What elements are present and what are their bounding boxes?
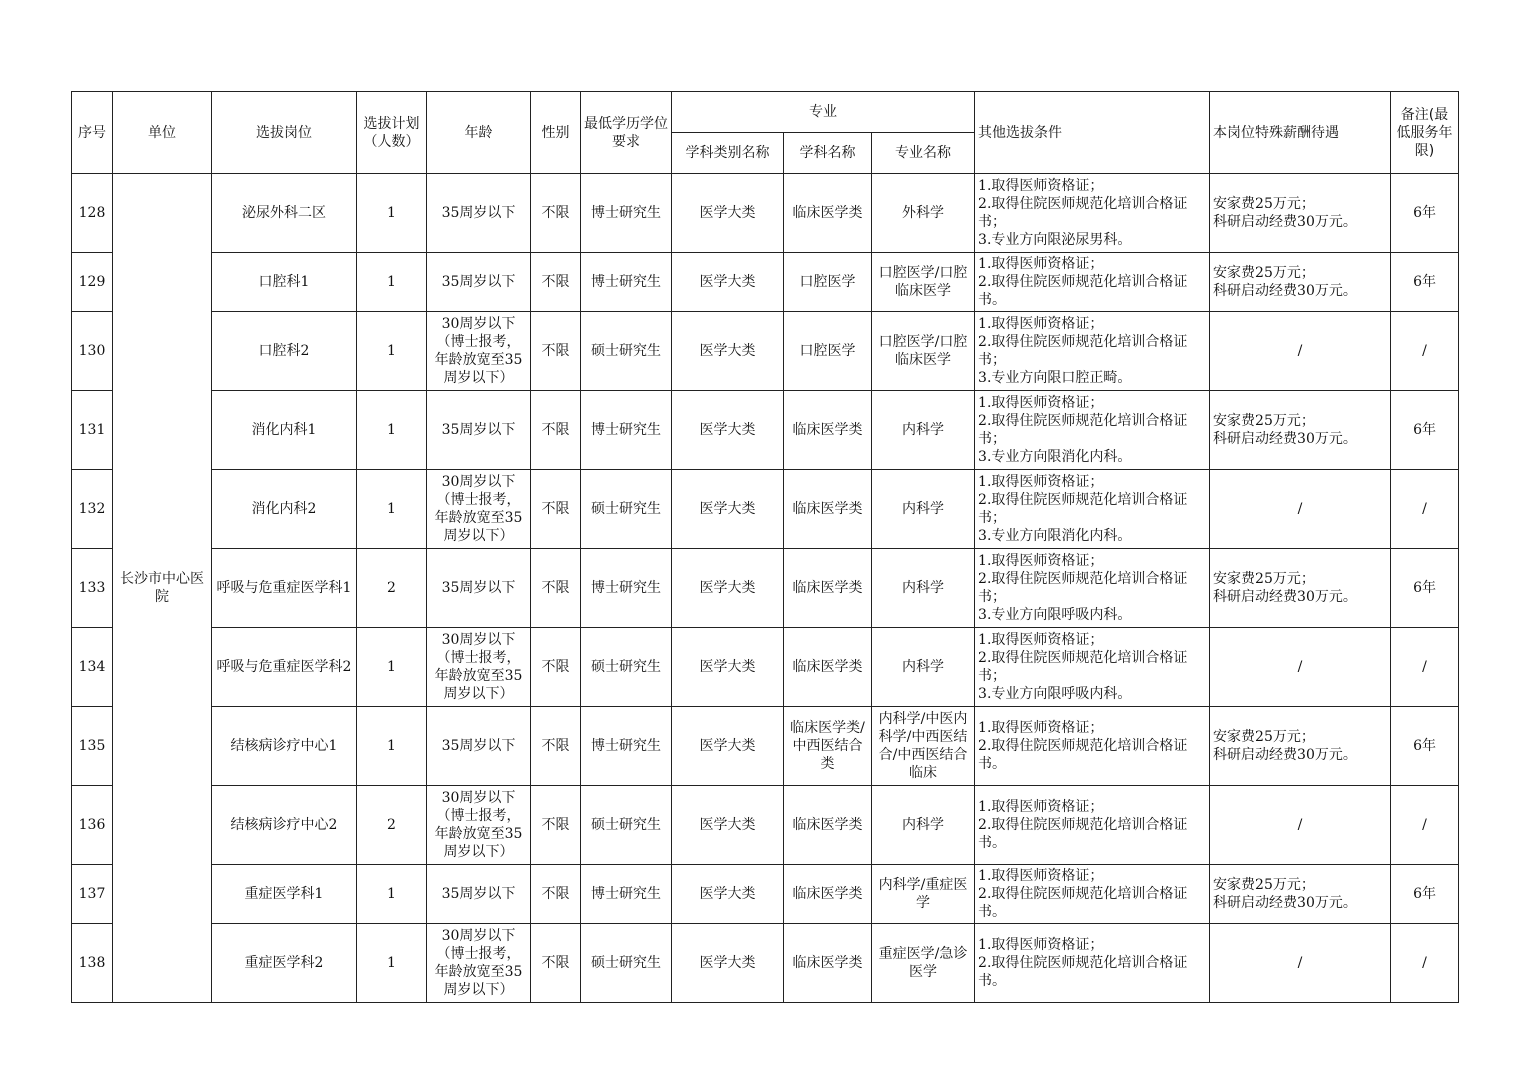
special-pay-cell xyxy=(1210,174,1391,253)
discipline-name-cell: 临床医学类 xyxy=(784,174,872,253)
table-body xyxy=(72,174,1459,1003)
other-conditions-cell xyxy=(975,470,1210,549)
pay-line: / xyxy=(1297,955,1303,971)
position-cell: 泌尿外科二区 xyxy=(212,174,357,253)
special-pay-cell xyxy=(1210,253,1391,312)
table-row xyxy=(72,470,1459,549)
major-name-cell: 内科学 xyxy=(872,470,975,549)
pay-line: 安家费25万元； xyxy=(1213,265,1315,281)
seq-cell: 134 xyxy=(72,628,113,707)
recruitment-table xyxy=(71,91,1459,1003)
header-major-name: 专业名称 xyxy=(872,133,975,174)
seq-cell: 131 xyxy=(72,391,113,470)
gender-cell: 不限 xyxy=(531,174,581,253)
age-cell: 30周岁以下（博士报考，年龄放宽至35周岁以下） xyxy=(427,924,531,1003)
condition-line: 2.取得住院医师规范化培训合格证书。 xyxy=(978,955,1188,989)
pay-line: 科研启动经费30万元。 xyxy=(1213,431,1357,447)
condition-line: 2.取得住院医师规范化培训合格证书。 xyxy=(978,817,1188,851)
table-row xyxy=(72,924,1459,1003)
other-conditions-cell xyxy=(975,865,1210,924)
header-other-conditions: 其他选拔条件 xyxy=(975,92,1210,174)
position-cell: 结核病诊疗中心2 xyxy=(212,786,357,865)
gender-cell: 不限 xyxy=(531,786,581,865)
major-name-cell: 口腔医学/口腔临床医学 xyxy=(872,312,975,391)
plan-cell: 2 xyxy=(357,786,427,865)
condition-line: 2.取得住院医师规范化培训合格证书； xyxy=(978,334,1188,368)
discipline-category-cell: 医学大类 xyxy=(672,786,784,865)
pay-line: 安家费25万元； xyxy=(1213,571,1315,587)
pay-line: 科研启动经费30万元。 xyxy=(1213,283,1357,299)
education-cell: 博士研究生 xyxy=(581,174,672,253)
pay-line: / xyxy=(1297,817,1303,833)
condition-line: 2.取得住院医师规范化培训合格证书； xyxy=(978,571,1188,605)
seq-cell: 132 xyxy=(72,470,113,549)
education-cell: 博士研究生 xyxy=(581,391,672,470)
remarks-cell: 6年 xyxy=(1391,549,1459,628)
discipline-category-cell: 医学大类 xyxy=(672,924,784,1003)
discipline-name-cell: 临床医学类 xyxy=(784,549,872,628)
discipline-category-cell: 医学大类 xyxy=(672,174,784,253)
seq-cell: 130 xyxy=(72,312,113,391)
pay-line: 科研启动经费30万元。 xyxy=(1213,747,1357,763)
age-cell: 35周岁以下 xyxy=(427,549,531,628)
pay-line: / xyxy=(1297,659,1303,675)
position-cell: 消化内科1 xyxy=(212,391,357,470)
plan-cell: 1 xyxy=(357,253,427,312)
plan-cell: 1 xyxy=(357,174,427,253)
remarks-cell: 6年 xyxy=(1391,174,1459,253)
plan-cell: 1 xyxy=(357,707,427,786)
position-cell: 口腔科2 xyxy=(212,312,357,391)
seq-cell: 133 xyxy=(72,549,113,628)
table-header xyxy=(72,92,1459,174)
condition-line: 3.专业方向限呼吸内科。 xyxy=(978,686,1132,702)
remarks-cell: 6年 xyxy=(1391,391,1459,470)
position-cell: 呼吸与危重症医学科1 xyxy=(212,549,357,628)
header-age: 年龄 xyxy=(427,92,531,174)
header-special-pay: 本岗位特殊薪酬待遇 xyxy=(1210,92,1391,174)
condition-line: 2.取得住院医师规范化培训合格证书。 xyxy=(978,886,1188,920)
header-gender: 性别 xyxy=(531,92,581,174)
unit-cell: 长沙市中心医院 xyxy=(113,174,212,1003)
plan-cell: 2 xyxy=(357,549,427,628)
education-cell: 硕士研究生 xyxy=(581,470,672,549)
plan-cell: 1 xyxy=(357,391,427,470)
remarks-cell: 6年 xyxy=(1391,865,1459,924)
condition-line: 2.取得住院医师规范化培训合格证书； xyxy=(978,650,1188,684)
discipline-name-cell: 临床医学类 xyxy=(784,786,872,865)
other-conditions-cell xyxy=(975,924,1210,1003)
discipline-category-cell: 医学大类 xyxy=(672,253,784,312)
discipline-name-cell: 临床医学类/中西医结合类 xyxy=(784,707,872,786)
condition-line: 2.取得住院医师规范化培训合格证书。 xyxy=(978,738,1188,772)
position-cell: 结核病诊疗中心1 xyxy=(212,707,357,786)
discipline-category-cell: 医学大类 xyxy=(672,391,784,470)
remarks-cell: 6年 xyxy=(1391,707,1459,786)
education-cell: 博士研究生 xyxy=(581,253,672,312)
pay-line: 科研启动经费30万元。 xyxy=(1213,214,1357,230)
header-position: 选拔岗位 xyxy=(212,92,357,174)
discipline-category-cell: 医学大类 xyxy=(672,707,784,786)
pay-line: 安家费25万元； xyxy=(1213,877,1315,893)
seq-cell: 136 xyxy=(72,786,113,865)
discipline-name-cell: 口腔医学 xyxy=(784,253,872,312)
special-pay-cell xyxy=(1210,391,1391,470)
condition-line: 1.取得医师资格证； xyxy=(978,868,1104,884)
header-discipline-name: 学科名称 xyxy=(784,133,872,174)
remarks-cell: / xyxy=(1391,924,1459,1003)
remarks-cell: 6年 xyxy=(1391,253,1459,312)
major-name-cell: 口腔医学/口腔临床医学 xyxy=(872,253,975,312)
header-education: 最低学历学位要求 xyxy=(581,92,672,174)
pay-line: / xyxy=(1297,501,1303,517)
plan-cell: 1 xyxy=(357,924,427,1003)
special-pay-cell xyxy=(1210,924,1391,1003)
condition-line: 2.取得住院医师规范化培训合格证书； xyxy=(978,492,1188,526)
pay-line: / xyxy=(1297,343,1303,359)
remarks-cell: / xyxy=(1391,312,1459,391)
condition-line: 1.取得医师资格证； xyxy=(978,474,1104,490)
special-pay-cell xyxy=(1210,707,1391,786)
other-conditions-cell xyxy=(975,391,1210,470)
education-cell: 博士研究生 xyxy=(581,707,672,786)
table-row xyxy=(72,174,1459,253)
condition-line: 2.取得住院医师规范化培训合格证书； xyxy=(978,196,1188,230)
remarks-cell: / xyxy=(1391,786,1459,865)
age-cell: 35周岁以下 xyxy=(427,865,531,924)
major-name-cell: 重症医学/急诊医学 xyxy=(872,924,975,1003)
major-name-cell: 外科学 xyxy=(872,174,975,253)
age-cell: 35周岁以下 xyxy=(427,391,531,470)
condition-line: 2.取得住院医师规范化培训合格证书。 xyxy=(978,274,1188,308)
pay-line: 安家费25万元； xyxy=(1213,729,1315,745)
special-pay-cell xyxy=(1210,470,1391,549)
gender-cell: 不限 xyxy=(531,470,581,549)
education-cell: 硕士研究生 xyxy=(581,628,672,707)
condition-line: 1.取得医师资格证； xyxy=(978,178,1104,194)
other-conditions-cell xyxy=(975,628,1210,707)
header-discipline-category: 学科类别名称 xyxy=(672,133,784,174)
table-row xyxy=(72,786,1459,865)
table-row xyxy=(72,707,1459,786)
plan-cell: 1 xyxy=(357,312,427,391)
condition-line: 3.专业方向限消化内科。 xyxy=(978,449,1132,465)
education-cell: 博士研究生 xyxy=(581,865,672,924)
remarks-cell: / xyxy=(1391,628,1459,707)
other-conditions-cell xyxy=(975,312,1210,391)
education-cell: 硕士研究生 xyxy=(581,312,672,391)
condition-line: 1.取得医师资格证； xyxy=(978,937,1104,953)
pay-line: 科研启动经费30万元。 xyxy=(1213,589,1357,605)
discipline-name-cell: 临床医学类 xyxy=(784,865,872,924)
discipline-category-cell: 医学大类 xyxy=(672,312,784,391)
condition-line: 1.取得医师资格证； xyxy=(978,632,1104,648)
major-name-cell: 内科学 xyxy=(872,549,975,628)
age-cell: 30周岁以下（博士报考，年龄放宽至35周岁以下） xyxy=(427,312,531,391)
pay-line: 科研启动经费30万元。 xyxy=(1213,895,1357,911)
position-cell: 呼吸与危重症医学科2 xyxy=(212,628,357,707)
age-cell: 35周岁以下 xyxy=(427,174,531,253)
education-cell: 硕士研究生 xyxy=(581,786,672,865)
age-cell: 30周岁以下（博士报考，年龄放宽至35周岁以下） xyxy=(427,786,531,865)
special-pay-cell xyxy=(1210,628,1391,707)
special-pay-cell xyxy=(1210,786,1391,865)
seq-cell: 137 xyxy=(72,865,113,924)
discipline-category-cell: 医学大类 xyxy=(672,470,784,549)
seq-cell: 135 xyxy=(72,707,113,786)
table-row xyxy=(72,865,1459,924)
condition-line: 1.取得医师资格证； xyxy=(978,553,1104,569)
discipline-name-cell: 临床医学类 xyxy=(784,628,872,707)
plan-cell: 1 xyxy=(357,628,427,707)
condition-line: 1.取得医师资格证； xyxy=(978,316,1104,332)
condition-line: 3.专业方向限呼吸内科。 xyxy=(978,607,1132,623)
header-plan: 选拔计划（人数） xyxy=(357,92,427,174)
condition-line: 3.专业方向限口腔正畸。 xyxy=(978,370,1132,386)
education-cell: 博士研究生 xyxy=(581,549,672,628)
seq-cell: 138 xyxy=(72,924,113,1003)
discipline-category-cell: 医学大类 xyxy=(672,549,784,628)
pay-line: 安家费25万元； xyxy=(1213,196,1315,212)
discipline-name-cell: 临床医学类 xyxy=(784,470,872,549)
education-cell: 硕士研究生 xyxy=(581,924,672,1003)
other-conditions-cell xyxy=(975,786,1210,865)
plan-cell: 1 xyxy=(357,470,427,549)
discipline-name-cell: 临床医学类 xyxy=(784,924,872,1003)
table-row xyxy=(72,312,1459,391)
seq-cell: 128 xyxy=(72,174,113,253)
other-conditions-cell xyxy=(975,174,1210,253)
major-name-cell: 内科学 xyxy=(872,628,975,707)
condition-line: 1.取得医师资格证； xyxy=(978,256,1104,272)
header-unit: 单位 xyxy=(113,92,212,174)
gender-cell: 不限 xyxy=(531,924,581,1003)
gender-cell: 不限 xyxy=(531,628,581,707)
position-cell: 消化内科2 xyxy=(212,470,357,549)
major-name-cell: 内科学/重症医学 xyxy=(872,865,975,924)
gender-cell: 不限 xyxy=(531,253,581,312)
header-major-group: 专业 xyxy=(672,92,975,133)
other-conditions-cell xyxy=(975,707,1210,786)
age-cell: 35周岁以下 xyxy=(427,707,531,786)
pay-line: 安家费25万元； xyxy=(1213,413,1315,429)
age-cell: 30周岁以下（博士报考，年龄放宽至35周岁以下） xyxy=(427,470,531,549)
gender-cell: 不限 xyxy=(531,707,581,786)
condition-line: 1.取得医师资格证； xyxy=(978,395,1104,411)
header-remarks: 备注(最低服务年限) xyxy=(1391,92,1459,174)
gender-cell: 不限 xyxy=(531,312,581,391)
position-cell: 口腔科1 xyxy=(212,253,357,312)
remarks-cell: / xyxy=(1391,470,1459,549)
special-pay-cell xyxy=(1210,865,1391,924)
condition-line: 2.取得住院医师规范化培训合格证书； xyxy=(978,413,1188,447)
position-cell: 重症医学科1 xyxy=(212,865,357,924)
header-seq: 序号 xyxy=(72,92,113,174)
age-cell: 30周岁以下（博士报考，年龄放宽至35周岁以下） xyxy=(427,628,531,707)
condition-line: 1.取得医师资格证； xyxy=(978,720,1104,736)
discipline-name-cell: 临床医学类 xyxy=(784,391,872,470)
gender-cell: 不限 xyxy=(531,549,581,628)
table-row xyxy=(72,549,1459,628)
gender-cell: 不限 xyxy=(531,865,581,924)
discipline-category-cell: 医学大类 xyxy=(672,628,784,707)
discipline-name-cell: 口腔医学 xyxy=(784,312,872,391)
major-name-cell: 内科学 xyxy=(872,391,975,470)
seq-cell: 129 xyxy=(72,253,113,312)
table-row xyxy=(72,253,1459,312)
gender-cell: 不限 xyxy=(531,391,581,470)
plan-cell: 1 xyxy=(357,865,427,924)
discipline-category-cell: 医学大类 xyxy=(672,865,784,924)
condition-line: 3.专业方向限消化内科。 xyxy=(978,528,1132,544)
other-conditions-cell xyxy=(975,253,1210,312)
condition-line: 1.取得医师资格证； xyxy=(978,799,1104,815)
condition-line: 3.专业方向限泌尿男科。 xyxy=(978,232,1132,248)
other-conditions-cell xyxy=(975,549,1210,628)
special-pay-cell xyxy=(1210,312,1391,391)
major-name-cell: 内科学 xyxy=(872,786,975,865)
table-row xyxy=(72,391,1459,470)
position-cell: 重症医学科2 xyxy=(212,924,357,1003)
special-pay-cell xyxy=(1210,549,1391,628)
table-row xyxy=(72,628,1459,707)
major-name-cell: 内科学/中医内科学/中西医结合/中西医结合临床 xyxy=(872,707,975,786)
age-cell: 35周岁以下 xyxy=(427,253,531,312)
